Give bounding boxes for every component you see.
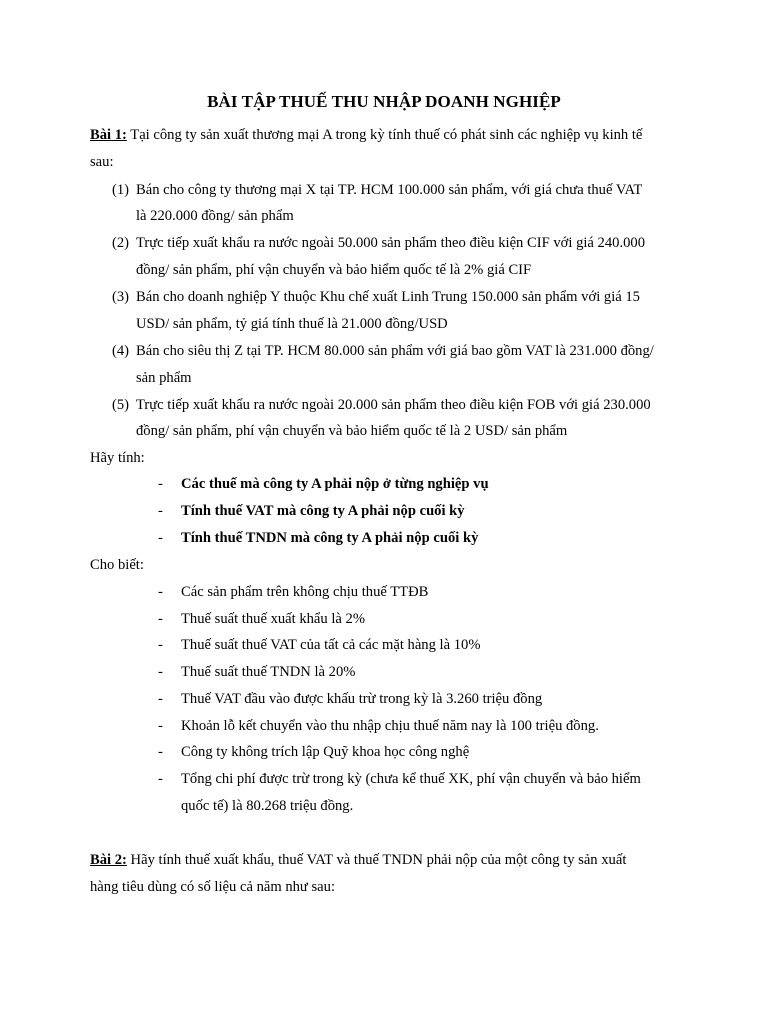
- item-text: Trực tiếp xuất khẩu ra nước ngoài 20.000 sản phẩm theo điều kiện FOB với giá 230.000: [136, 397, 651, 413]
- given-item: Thuế VAT đầu vào được khấu trừ trong kỳ là 3.260 triệu đồng: [181, 691, 543, 707]
- bullet-dash: -: [158, 503, 163, 519]
- bai2-intro-line2: hàng tiêu dùng có số liệu cả năm như sau:: [90, 879, 336, 895]
- item-text: Bán cho doanh nghiệp Y thuộc Khu chế xuất Linh Trung 150.000 sản phẩm với giá 15: [136, 289, 640, 305]
- task-item: Tính thuế VAT mà công ty A phải nộp cuối kỳ: [181, 503, 465, 519]
- given-item: Công ty không trích lập Quỹ khoa học công nghệ: [181, 744, 470, 760]
- item-number: (2): [112, 235, 130, 251]
- item-number: (5): [112, 397, 130, 413]
- bullet-dash: -: [158, 530, 163, 546]
- given-item: Khoản lỗ kết chuyển vào thu nhập chịu thuế năm nay là 100 triệu đồng.: [181, 718, 599, 734]
- item-text-cont: là 220.000 đồng/ sản phẩm: [136, 208, 294, 224]
- bullet-dash: -: [158, 637, 163, 653]
- given-item-cont: quốc tế) là 80.268 triệu đồng.: [181, 798, 354, 814]
- bai1-label: Bài 1:: [90, 127, 127, 143]
- bullet-dash: -: [158, 744, 163, 760]
- bullet-dash: -: [158, 584, 163, 600]
- task-item: Tính thuế TNDN mà công ty A phải nộp cuối kỳ: [181, 530, 479, 546]
- given-item: Thuế suất thuế TNDN là 20%: [181, 664, 356, 680]
- bai2-label: Bài 2:: [90, 852, 127, 868]
- given-item: Thuế suất thuế VAT của tất cả các mặt hàng là 10%: [181, 637, 481, 653]
- bullet-dash: -: [158, 691, 163, 707]
- given-item: Các sản phẩm trên không chịu thuế TTĐB: [181, 584, 429, 600]
- given-item: Tổng chi phí được trừ trong kỳ (chưa kể thuế XK, phí vận chuyển và bảo hiểm: [181, 771, 641, 787]
- item-number: (1): [112, 182, 130, 198]
- item-text-cont: USD/ sản phẩm, tỷ giá tính thuế là 21.000 đồng/USD: [136, 316, 448, 332]
- bai2-intro-text: Hãy tính thuế xuất khẩu, thuế VAT và thuế TNDN phải nộp của một công ty sản xuất: [130, 852, 627, 868]
- item-text-cont: đồng/ sản phẩm, phí vận chuyển và bảo hiểm quốc tế là 2% giá CIF: [136, 262, 532, 278]
- item-text: Bán cho siêu thị Z tại TP. HCM 80.000 sản phẩm với giá bao gồm VAT là 231.000 đồng/: [136, 343, 654, 359]
- bai1-intro-line2: sau:: [90, 154, 114, 170]
- item-text-cont: sản phẩm: [136, 370, 192, 386]
- item-text-cont: đồng/ sản phẩm, phí vận chuyển và bảo hiểm quốc tế là 2 USD/ sản phẩm: [136, 423, 568, 439]
- bai1-intro-text: Tại công ty sản xuất thương mại A trong kỳ tính thuế có phát sinh các nghiệp vụ kinh tế: [130, 127, 643, 143]
- bullet-dash: -: [158, 476, 163, 492]
- item-number: (3): [112, 289, 130, 305]
- cho-biet-label: Cho biết:: [90, 557, 144, 573]
- bullet-dash: -: [158, 611, 163, 627]
- hay-tinh-label: Hãy tính:: [90, 450, 145, 466]
- item-number: (4): [112, 343, 130, 359]
- bullet-dash: -: [158, 664, 163, 680]
- bullet-dash: -: [158, 771, 163, 787]
- bullet-dash: -: [158, 718, 163, 734]
- item-text: Trực tiếp xuất khẩu ra nước ngoài 50.000 sản phẩm theo điều kiện CIF với giá 240.000: [136, 235, 645, 251]
- bai1-intro: [90, 125, 677, 145]
- item-text: Bán cho công ty thương mại X tại TP. HCM 100.000 sản phẩm, với giá chưa thuế VAT: [136, 182, 643, 198]
- given-item: Thuế suất thuế xuất khẩu là 2%: [181, 611, 365, 627]
- bai2-intro: [90, 850, 677, 870]
- task-item: Các thuế mà công ty A phải nộp ở từng nghiệp vụ: [181, 476, 489, 492]
- page-title: BÀI TẬP THUẾ THU NHẬP DOANH NGHIỆP: [207, 92, 561, 111]
